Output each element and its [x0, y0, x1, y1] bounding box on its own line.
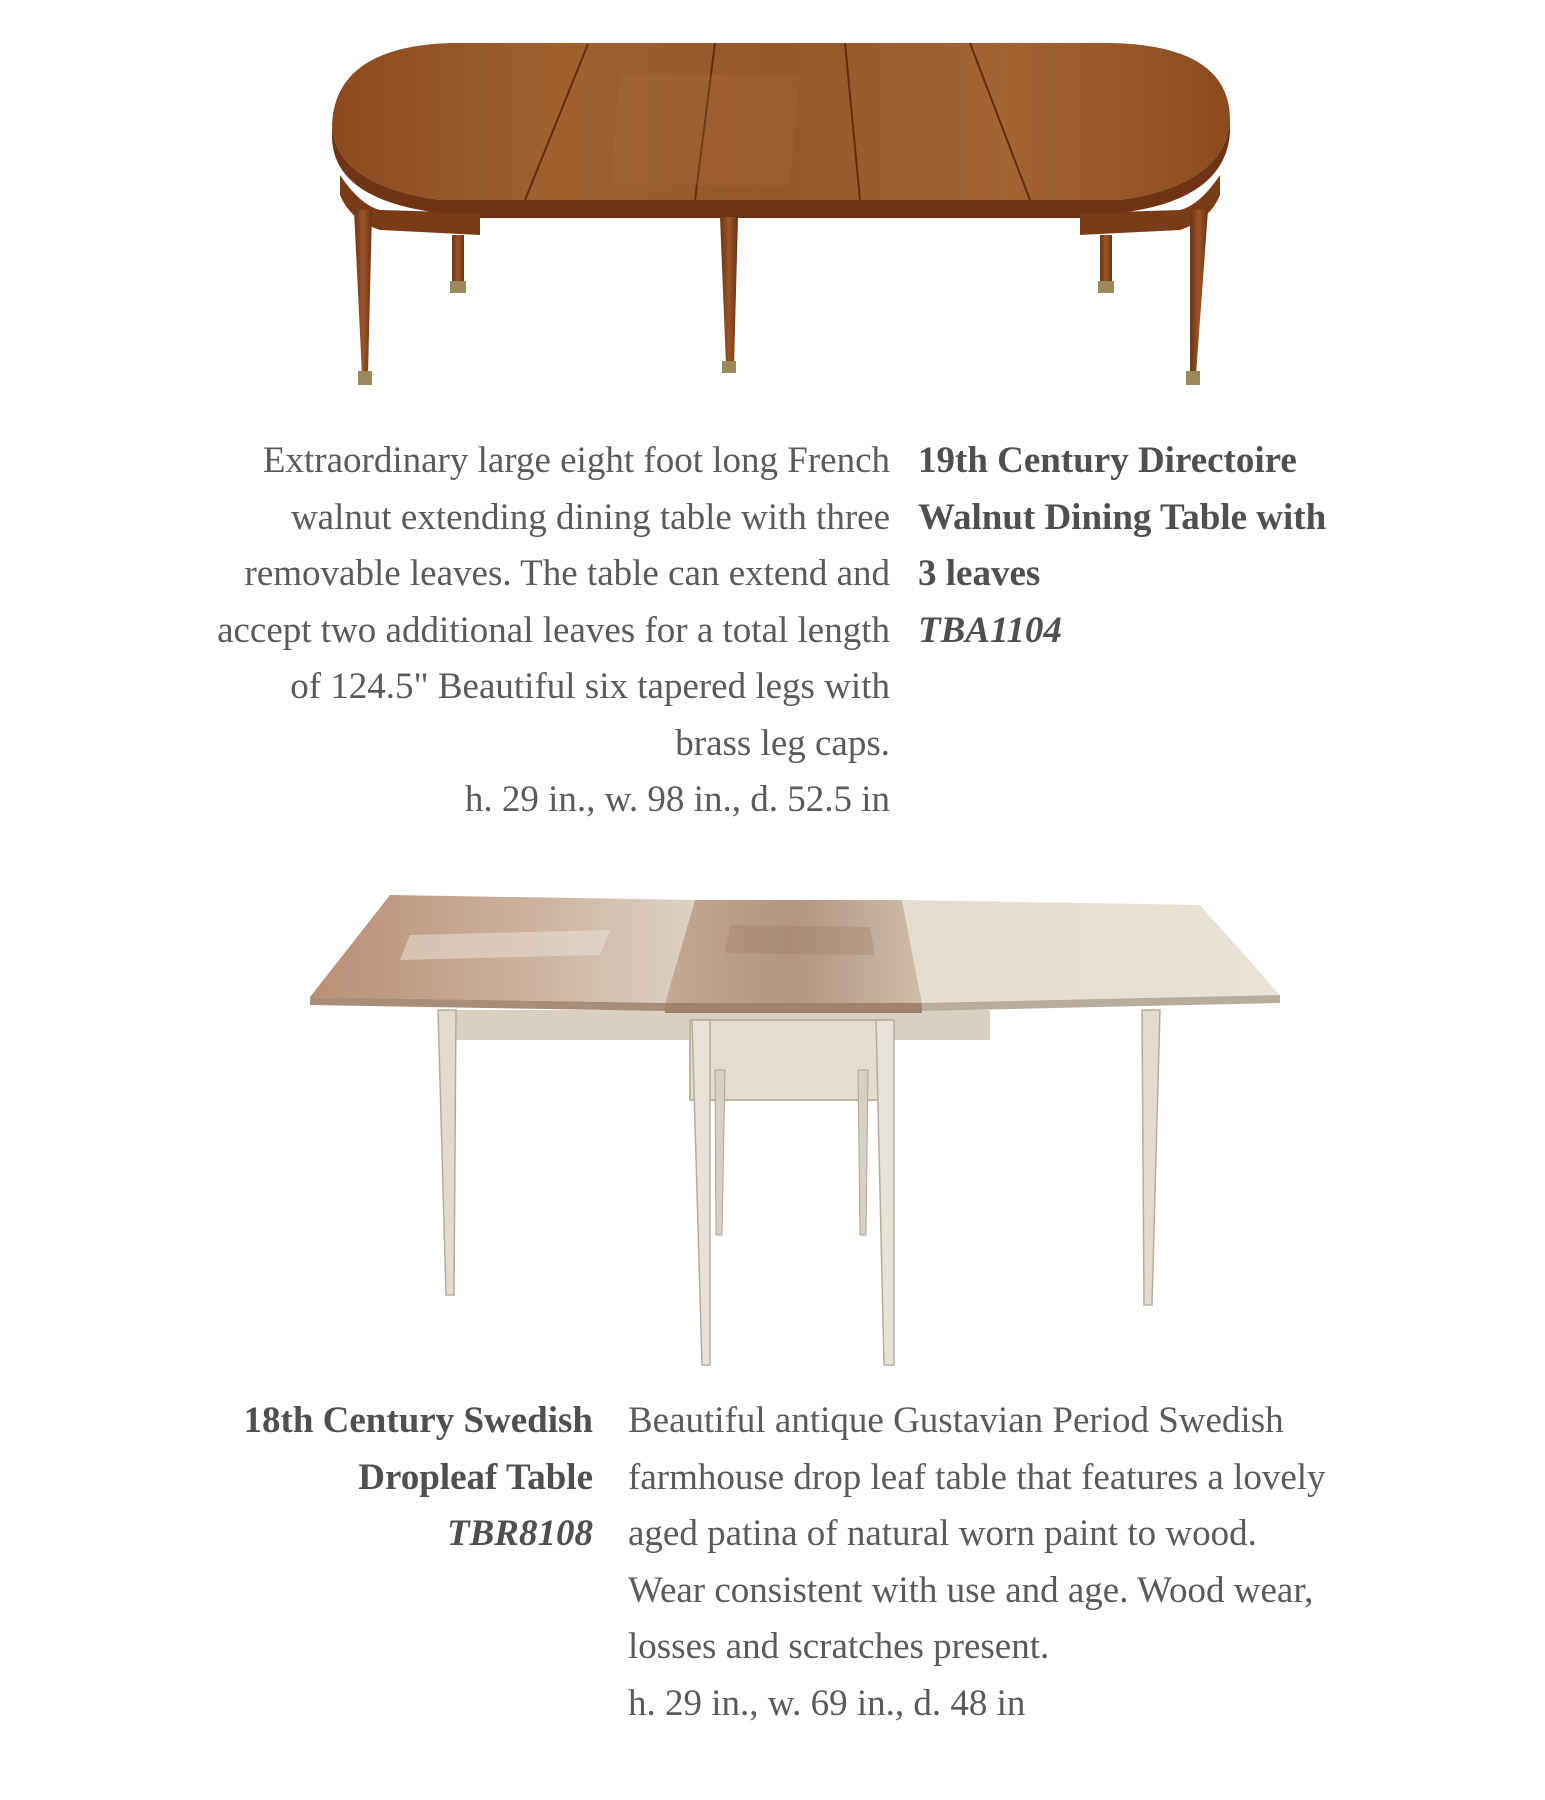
product-sku: TBR8108 [447, 1513, 593, 1554]
description-line: of 124.5" Beautiful six tapered legs with [290, 666, 890, 707]
product-title-line: 19th Century Directoire [918, 440, 1297, 481]
description-line: aged patina of natural worn paint to wood. [628, 1513, 1257, 1554]
dimensions: h. 29 in., w. 69 in., d. 48 in [628, 1682, 1026, 1724]
product-sku: TBA1104 [918, 609, 1062, 651]
description-line: Wear consistent with use and age. Wood wear, [628, 1569, 1314, 1611]
description-line: accept two additional leaves for a total length [217, 609, 890, 651]
product-title-line: Walnut Dining Table with [918, 496, 1327, 538]
swedish-table-description [628, 1393, 1508, 1732]
description-line: brass leg caps. [675, 722, 890, 764]
walnut-table-title-block [918, 433, 1438, 659]
product-title-line: 3 leaves [918, 553, 1041, 594]
description-line: Extraordinary large eight foot long French [262, 440, 890, 481]
swedish-table-title-block [100, 1393, 593, 1563]
walnut-table-description [100, 433, 890, 829]
description-line: removable leaves. The table can extend and [244, 553, 890, 594]
walnut-dining-table-photo [320, 35, 1240, 405]
description-line: walnut extending dining table with three [290, 496, 890, 538]
swedish-dropleaf-table-photo [310, 895, 1280, 1375]
description-line: Beautiful antique Gustavian Period Swedish [628, 1400, 1284, 1441]
description-line: farmhouse drop leaf table that features a lovely [628, 1456, 1326, 1498]
dimensions: h. 29 in., w. 98 in., d. 52.5 in [464, 779, 890, 820]
description-line: losses and scratches present. [628, 1626, 1050, 1667]
product-title-line: 18th Century Swedish [243, 1400, 593, 1441]
product-title-line: Dropleaf Table [358, 1456, 593, 1498]
